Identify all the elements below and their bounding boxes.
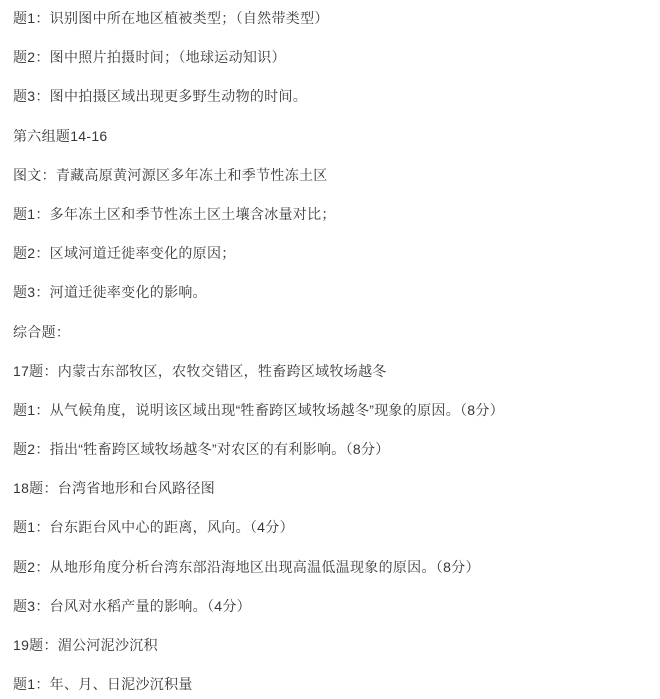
question-line: 题3：河道迁徙率变化的影响。 [13,284,207,301]
section-heading: 第六组题14-16 [13,127,108,144]
question-group-heading: 17题：内蒙古东部牧区，农牧交错区，牲畜跨区域牧场越冬 [13,362,387,379]
question-group-heading: 19题：湄公河泥沙沉积 [13,637,158,653]
question-line: 题1：年、月、日泥沙沉积量 [13,676,193,693]
question-line: 题3：图中拍摄区域出现更多野生动物的时间。 [13,88,308,105]
question-line: 题1：识别图中所在地区植被类型；（自然带类型） [13,10,329,26]
question-line: 题2：指出“牲畜跨区域牧场越冬”对农区的有利影响。（8分） [13,441,390,458]
question-line: 题3：台风对水稻产量的影响。（4分） [13,597,251,614]
section-heading: 综合题： [13,323,71,340]
question-line: 题1：多年冻土区和季节性冻土区土壤含冰量对比； [13,205,336,222]
question-group-heading: 18题：台湾省地形和台风路径图 [13,480,216,497]
question-line: 题2：图中照片拍摄时间；（地球运动知识） [13,49,286,66]
question-line: 题2：区域河道迁徙率变化的原因； [13,245,236,262]
question-line: 题1：从气候角度，说明该区域出现“牲畜跨区域牧场越冬”现象的原因。（8分） [13,401,504,418]
question-line: 题2：从地形角度分析台湾东部沿海地区出现高温低温现象的原因。（8分） [13,558,480,575]
question-line: 题1：台东距台风中心的距离，风向。（4分） [13,519,294,536]
figure-caption-line: 图文：青藏高原黄河源区多年冻土和季节性冻土区 [13,166,328,183]
